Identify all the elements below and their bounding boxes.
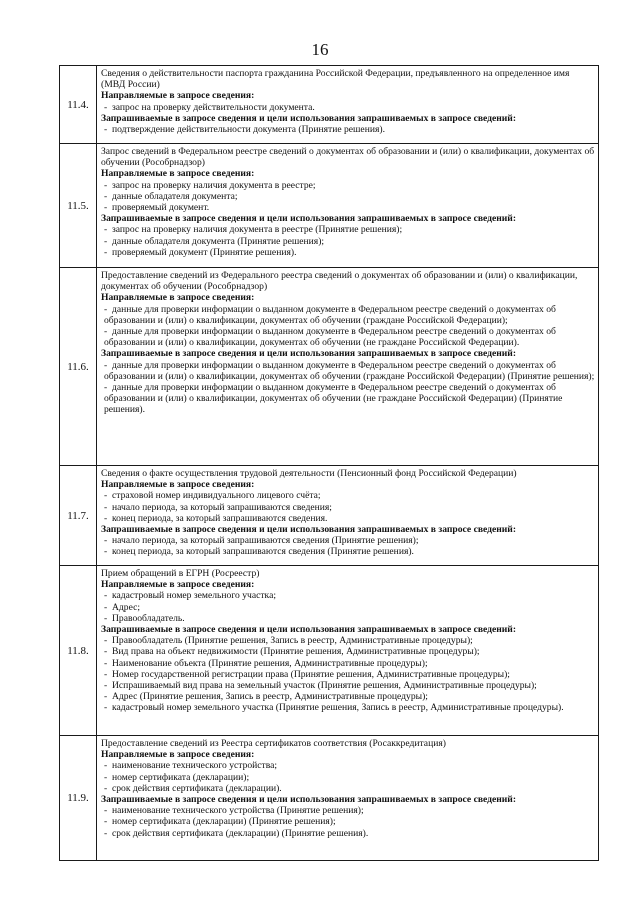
table-row	[60, 144, 599, 268]
row-content	[97, 66, 599, 144]
requested-header: Запрашиваемые в запросе сведения и цели использования запрашиваемых в запросе сведений:	[101, 624, 517, 636]
sent-item: - данные для проверки информации о выданном документе в Федеральном реестре сведений о документах об образовании и (или) о квалификации, документах об обучении (граждане Российской Федерации);	[101, 304, 595, 326]
sent-item: - запрос на проверку действительности документа.	[101, 102, 595, 113]
requested-item: - Испрашиваемый вид права на земельный участок (Принятие решения, Административные процедуры);	[101, 680, 595, 691]
requested-item: - данные для проверки информации о выданном документе в Федеральном реестре сведений о документах об образовании и (или) о квалификации, документах об обучении (граждане Российской Федерации) (Принятие решения);	[101, 360, 595, 382]
row-title: Сведения о действительности паспорта гражданина Российской Федерации, предъявленного на определенное имя (МВД России)	[101, 68, 570, 91]
row-content	[97, 566, 599, 736]
table-row	[60, 466, 599, 566]
requested-item: - конец периода, за который запрашиваются сведения (Принятие решения).	[101, 546, 595, 557]
requested-item: - данные для проверки информации о выданном документе в Федеральном реестре сведений о документах об образовании и (или) о квалификации, документах об обучении (не граждане Российской Федерации) (Принятие решения).	[101, 382, 595, 416]
sent-item: - Адрес;	[101, 602, 595, 613]
requested-header: Запрашиваемые в запросе сведения и цели использования запрашиваемых в запросе сведений:	[101, 112, 517, 124]
sent-header: Направляемые в запросе сведения:	[101, 168, 255, 180]
row-number: 11.7.	[60, 466, 97, 566]
sent-header: Направляемые в запросе сведения:	[101, 90, 255, 102]
requested-header: Запрашиваемые в запросе сведения и цели использования запрашиваемых в запросе сведений:	[101, 794, 517, 806]
sent-item: - Правообладатель.	[101, 613, 595, 624]
row-number: 11.9.	[60, 736, 97, 861]
requested-item: - запрос на проверку наличия документа в реестре (Принятие решения);	[101, 224, 595, 235]
table-row	[60, 736, 599, 861]
row-content	[97, 466, 599, 566]
table-row	[60, 268, 599, 466]
requested-item: - начало периода, за который запрашиваются сведения (Принятие решения);	[101, 535, 595, 546]
requested-item: - номер сертификата (декларации) (Принятие решения);	[101, 816, 595, 827]
sent-item: - наименование технического устройства;	[101, 760, 595, 771]
sent-item: - номер сертификата (декларации);	[101, 772, 595, 783]
sent-header: Направляемые в запросе сведения:	[101, 749, 255, 761]
requested-header: Запрашиваемые в запросе сведения и цели использования запрашиваемых в запросе сведений:	[101, 213, 517, 225]
sent-header: Направляемые в запросе сведения:	[101, 292, 255, 304]
requested-item: - срок действия сертификата (декларации) (Принятие решения).	[101, 828, 595, 839]
row-content	[97, 736, 599, 861]
sent-item: - кадастровый номер земельного участка;	[101, 590, 595, 601]
row-content	[97, 144, 599, 268]
row-number: 11.6.	[60, 268, 97, 466]
table-row	[60, 566, 599, 736]
row-number: 11.4.	[60, 66, 97, 144]
requested-header: Запрашиваемые в запросе сведения и цели использования запрашиваемых в запросе сведений:	[101, 524, 517, 536]
sent-item: - проверяемый документ.	[101, 202, 595, 213]
sent-header: Направляемые в запросе сведения:	[101, 579, 255, 591]
row-title: Запрос сведений в Федеральном реестре сведений о документах об образовании и (или) о квалификации, документах об обучении (Рособрнадзор)	[101, 146, 595, 169]
requested-item: - данные обладателя документа (Принятие решения);	[101, 236, 595, 247]
sent-item: - данные для проверки информации о выданном документе в Федеральном реестре сведений о документах об образовании и (или) о квалификации, документах об обучении (не граждане Российской Федерации).	[101, 326, 595, 348]
sent-header: Направляемые в запросе сведения:	[101, 479, 255, 491]
requested-item: - Наименование объекта (Принятие решения, Административные процедуры);	[101, 658, 595, 669]
row-content	[97, 268, 599, 466]
sent-item: - срок действия сертификата (декларации).	[101, 783, 595, 794]
requested-item: - Вид права на объект недвижимости (Принятие решения, Административные процедуры);	[101, 646, 595, 657]
requested-item: - кадастровый номер земельного участка (Принятие решения, Запись в реестр, Административные процедуры).	[101, 702, 595, 713]
page-number: 16	[311, 40, 329, 59]
row-title: Сведения о факте осуществления трудовой деятельности (Пенсионный фонд Российской Федерации)	[101, 468, 517, 479]
row-title: Предоставление сведений из Федерального реестра сведений о документах об образовании и (или) о квалификации, документах об обучении (Рособрнадзор)	[101, 270, 578, 293]
table-row	[60, 66, 599, 144]
services-table	[59, 65, 599, 861]
row-number: 11.5.	[60, 144, 97, 268]
requested-item: - наименование технического устройства (Принятие решения);	[101, 805, 595, 816]
sent-item: - данные обладателя документа;	[101, 191, 595, 202]
row-title: Предоставление сведений из Реестра сертификатов соответствия (Росаккредитация)	[101, 738, 446, 749]
requested-item: - подтверждение действительности документа (Принятие решения).	[101, 124, 595, 135]
sent-item: - страховой номер индивидуального лицевого счёта;	[101, 490, 595, 501]
requested-item: - Правообладатель (Принятие решения, Запись в реестр, Административные процедуры);	[101, 635, 595, 646]
row-title: Прием обращений в ЕГРН (Росреестр)	[101, 568, 260, 579]
requested-item: - Адрес (Принятие решения, Запись в реестр, Административные процедуры);	[101, 691, 595, 702]
requested-header: Запрашиваемые в запросе сведения и цели использования запрашиваемых в запросе сведений:	[101, 348, 517, 360]
requested-item: - проверяемый документ (Принятие решения).	[101, 247, 595, 258]
sent-item: - конец периода, за который запрашиваются сведения.	[101, 513, 595, 524]
sent-item: - запрос на проверку наличия документа в реестре;	[101, 180, 595, 191]
sent-item: - начало периода, за который запрашиваются сведения;	[101, 502, 595, 513]
requested-item: - Номер государственной регистрации права (Принятие решения, Административные процедуры);	[101, 669, 595, 680]
row-number: 11.8.	[60, 566, 97, 736]
